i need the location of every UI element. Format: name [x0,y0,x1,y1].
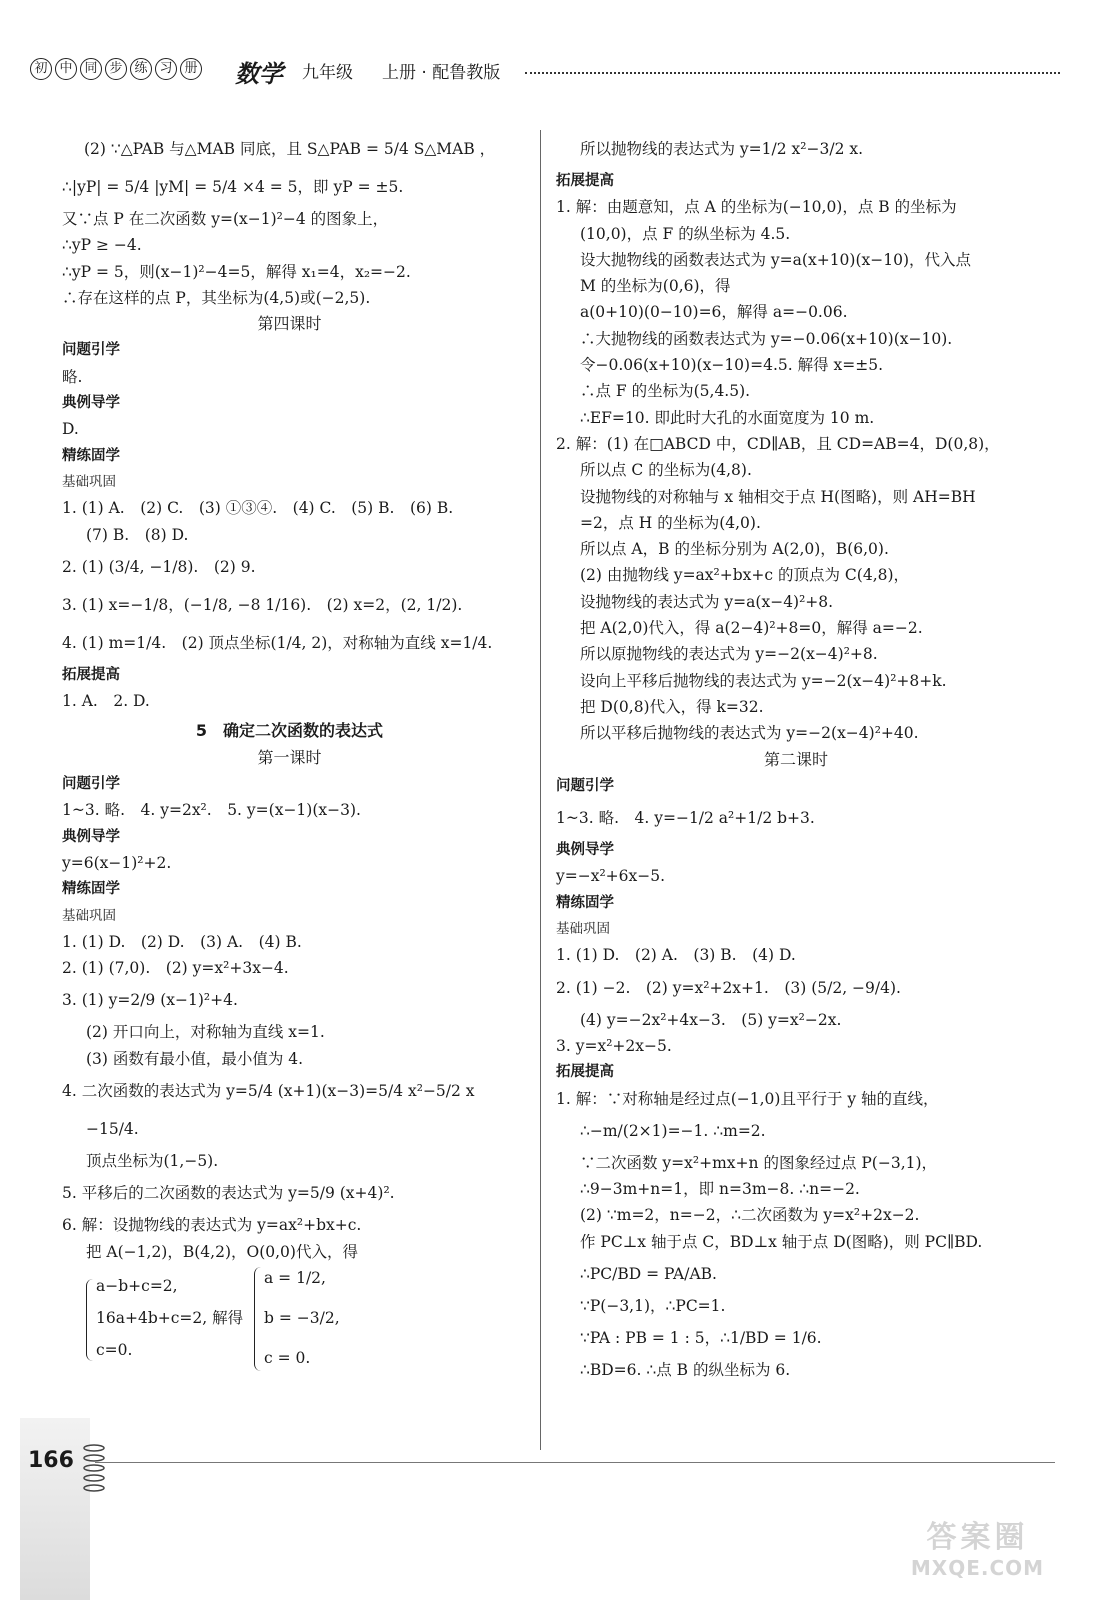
answer-line: 2. (1) (3/4, −1/8). (2) 9. [62,557,256,576]
answer-line: ∴yP = 5，则(x−1)²−4=5，解得 x₁=4，x₂=−2. [62,262,411,281]
answer-line: ∴yP ≥ −4. [62,236,142,255]
answer-line: a(0+10)(0−10)=6，解得 a=−0.06. [580,303,848,322]
equation-line: a−b+c=2, [96,1276,178,1295]
answer-line: 所以平移后抛物线的表达式为 y=−2(x−4)²+40. [580,724,919,743]
answer-line: 所以点 C 的坐标为(4,8). [580,461,752,480]
answer-line: 2. 解：(1) 在□ABCD 中，CD∥AB，且 CD=AB=4，D(0,8)， [556,434,1000,453]
footer-rule [95,1462,1055,1463]
subsection-heading: 基础巩固 [62,473,116,490]
answer-line: (2) ∵△PAB 与△MAB 同底，且 S△PAB = 5/4 S△MAB ， [84,140,496,158]
section-heading: 拓展提高 [556,1064,614,1081]
answer-line: ∵PA : PB = 1 : 5，∴1/BD = 1/6. [580,1329,822,1348]
answer-line: M 的坐标为(0,6)，得 [580,277,731,296]
answer-line: 略. [62,367,83,386]
answer-line: 3. (1) y=2/9 (x−1)²+4. [62,991,238,1010]
answer-line: (4) y=−2x²+4x−3. (5) y=x²−2x. [580,1010,842,1029]
answer-line: ∴点 F 的坐标为(5,4.5). [580,382,751,401]
section-heading: 典例导学 [62,828,120,845]
answer-line: 把 D(0,8)代入，得 k=32. [580,697,764,716]
answer-line: 把 A(2,0)代入，得 a(2−4)²+8=0，解得 a=−2. [580,619,923,638]
answer-line: 令−0.06(x+10)(x−10)=4.5. 解得 x=±5. [580,356,884,375]
answer-line: (7) B. (8) D. [86,525,189,544]
answer-line: (2) ∵m=2，n=−2，∴二次函数为 y=x²+2x−2. [580,1206,920,1225]
answer-line: ∴存在这样的点 P，其坐标为(4,5)或(−2,5). [62,288,371,307]
section-heading: 精练固学 [556,894,614,911]
series-char: 步 [105,58,127,80]
section-heading: 典例导学 [62,395,120,412]
answer-line: 1. 解：∵对称轴是经过点(−1,0)且平行于 y 轴的直线， [556,1089,939,1108]
answer-line: D. [62,420,79,439]
section-heading: 问题引学 [62,342,120,359]
section-heading: 问题引学 [556,777,614,794]
section-heading: 拓展提高 [62,666,120,683]
series-char: 册 [180,58,202,80]
answer-line: 1. 解：由题意知，点 A 的坐标为(−10,0)，点 B 的坐标为 [556,198,957,217]
edition-label: 上册 · 配鲁教版 [382,63,501,83]
series-char: 中 [55,58,77,80]
header-dotted-rule [525,72,1060,74]
answer-line: 1. (1) D. (2) A. (3) B. (4) D. [556,946,796,965]
solution-line: b = −3/2, [264,1308,340,1327]
answer-line: ∴−m/(2×1)=−1. ∴m=2. [580,1121,766,1140]
subsection-heading: 基础巩固 [556,921,610,938]
subject-title: 数学 [235,60,283,88]
subsection-heading: 基础巩固 [62,907,116,924]
left-column [62,130,517,1375]
answer-line: ∴EF=10. 即此时大孔的水面宽度为 10 m. [580,408,875,427]
section-heading: 典例导学 [556,842,614,859]
spring-binding-icon [80,1440,108,1500]
section-heading: 问题引学 [62,776,120,793]
answer-line: ∴大抛物线的函数表达式为 y=−0.06(x+10)(x−10). [580,329,953,348]
answer-line: ∵P(−3,1)，∴PC=1. [580,1296,726,1315]
answer-line: 2. (1) −2. (2) y=x²+2x+1. (3) (5/2, −9/4). [556,978,901,997]
grade-label: 九年级 [302,63,353,83]
answer-line: 作 PC⊥x 轴于点 C，BD⊥x 轴于点 D(图略)，则 PC∥BD. [580,1232,983,1251]
answer-line: 设抛物线的表达式为 y=a(x−4)²+8. [580,592,834,611]
answer-line: 1. (1) D. (2) D. (3) A. (4) B. [62,932,302,951]
chapter-title: 5 确定二次函数的表达式 [195,721,384,741]
left-brace [254,1267,261,1371]
answer-line: 所以原抛物线的表达式为 y=−2(x−4)²+8. [580,645,878,664]
section-heading: 精练固学 [62,881,120,898]
solution-line: c = 0. [264,1348,311,1367]
page-number: 166 [28,1448,74,1473]
answer-line: (10,0)，点 F 的纵坐标为 4.5. [580,224,791,243]
answer-line: ∴BD=6. ∴点 B 的纵坐标为 6. [580,1361,791,1380]
answer-line: ∴PC/BD = PA/AB. [580,1264,717,1283]
solution-line: a = 1/2, [264,1268,326,1287]
answer-line: 5. 平移后的二次函数的表达式为 y=5/9 (x+4)². [62,1184,395,1203]
equation-line: c=0. [96,1340,133,1359]
right-column [556,130,1036,1384]
lesson-title: 第二课时 [763,749,828,769]
column-divider [540,130,541,1450]
answer-line: ∵二次函数 y=x²+mx+n 的图象经过点 P(−3,1)， [580,1153,938,1172]
answer-line: 1. (1) A. (2) C. (3) ①③④. (4) C. (5) B. (6) B. [62,499,454,518]
answer-line: (2) 开口向上，对称轴为直线 x=1. [86,1023,325,1042]
answer-line: 所以抛物线的表达式为 y=1/2 x²−3/2 x. [580,140,864,158]
answer-line: 4. 二次函数的表达式为 y=5/4 (x+1)(x−3)=5/4 x²−5/2 x [62,1082,475,1101]
equation-system [86,1265,517,1375]
answer-line: ∴|yP| = 5/4 |yM| = 5/4 ×4 = 5，即 yP = ±5. [62,178,404,196]
answer-line: ∴9−3m+n=1，即 n=3m−8. ∴n=−2. [580,1180,860,1199]
section-heading: 拓展提高 [556,173,614,189]
equation-line: 16a+4b+c=2, 解得 [96,1308,244,1327]
answer-line: 设大抛物线的函数表达式为 y=a(x+10)(x−10)，代入点 [580,250,972,269]
answer-line: −15/4. [86,1120,139,1139]
series-char: 习 [155,58,177,80]
watermark-text: 答案圈 [926,1520,1029,1555]
series-char: 同 [80,58,102,80]
page-header [30,58,1060,90]
answer-line: 2. (1) (7,0). (2) y=x²+3x−4. [62,959,289,978]
section-heading: 精练固学 [62,447,120,464]
answer-line: 3. y=x²+2x−5. [556,1036,672,1055]
answer-line: 设抛物线的对称轴与 x 轴相交于点 H(图略)，则 AH=BH [580,487,976,506]
watermark-logo [890,1512,1065,1590]
lesson-title: 第四课时 [257,314,322,334]
answer-line: 4. (1) m=1/4. (2) 顶点坐标(1/4, 2)，对称轴为直线 x=1/4. [62,633,493,652]
answer-line: 顶点坐标为(1,−5). [86,1152,219,1171]
answer-line: y=−x²+6x−5. [556,867,666,886]
answer-line: 1~3. 略. 4. y=−1/2 a²+1/2 b+3. [556,809,815,828]
watermark-url: MXQE.COM [910,1556,1045,1580]
answer-line: 6. 解：设抛物线的表达式为 y=ax²+bx+c. [62,1216,362,1235]
series-char: 初 [30,58,52,80]
answer-line: 1~3. 略. 4. y=2x². 5. y=(x−1)(x−3). [62,801,361,820]
answer-line: 把 A(−1,2)，B(4,2)，O(0,0)代入，得 [86,1242,358,1261]
answer-line: 所以点 A，B 的坐标分别为 A(2,0)，B(6,0). [580,540,889,559]
answer-line: 设向上平移后抛物线的表达式为 y=−2(x−4)²+8+k. [580,671,947,690]
series-char: 练 [130,58,152,80]
left-brace [86,1279,93,1361]
answer-line: =2，点 H 的坐标为(4,0). [580,513,761,532]
answer-line: (3) 函数有最小值，最小值为 4. [86,1049,304,1068]
answer-line: (2) 由抛物线 y=ax²+bx+c 的顶点为 C(4,8)， [580,566,910,585]
answer-line: 1. A. 2. D. [62,692,150,711]
lesson-title: 第一课时 [257,747,322,767]
answer-line: y=6(x−1)²+2. [62,853,172,872]
answer-line: 又∵点 P 在二次函数 y=(x−1)²−4 的图象上， [62,210,389,228]
answer-line: 3. (1) x=−1/8，(−1/8, −8 1/16). (2) x=2，(2, 1/2). [62,595,463,614]
